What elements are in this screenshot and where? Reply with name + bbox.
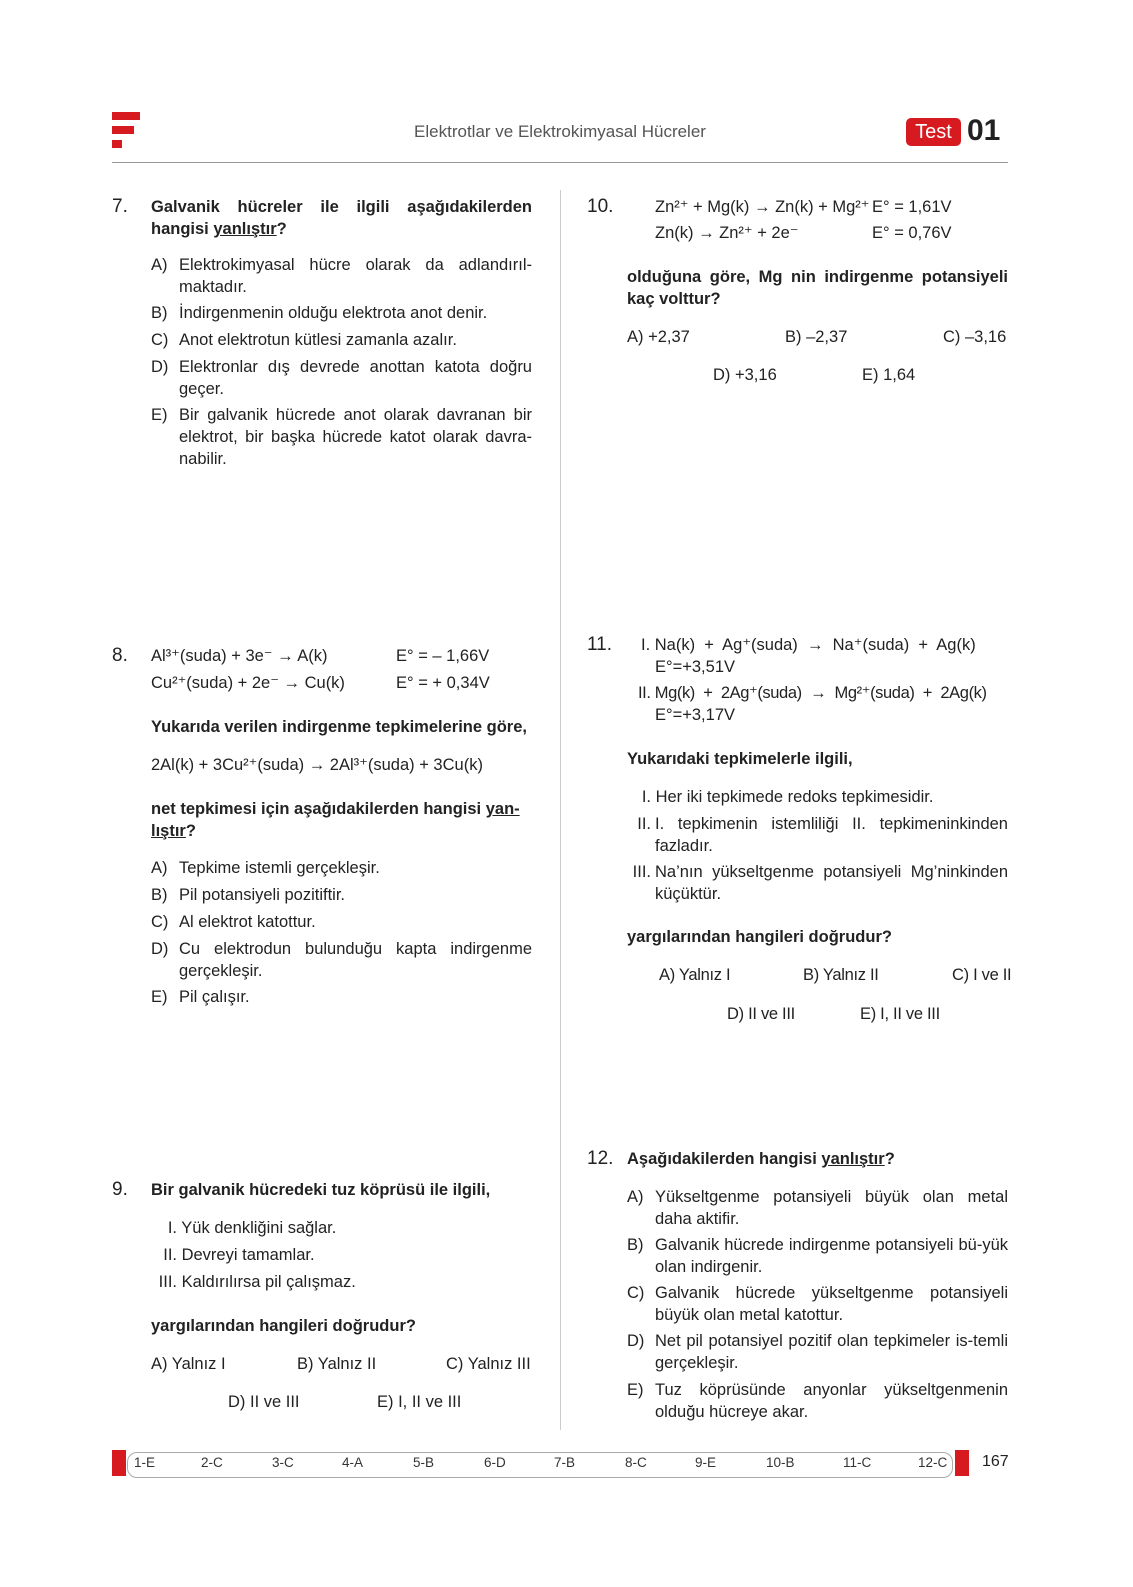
option-c[interactable]: C) Al elektrot katottur. xyxy=(151,913,316,931)
column-divider xyxy=(560,190,561,1430)
answer-key-item: 2-C xyxy=(201,1455,223,1470)
option-b[interactable]: B) Pil potansiyeli pozitiftir. xyxy=(151,886,345,904)
half-reaction: Al³⁺(suda) + 3e⁻ → A(k) xyxy=(151,647,328,665)
answer-key-item: 4-A xyxy=(342,1455,364,1470)
option-e[interactable]: E) Pil çalışır. xyxy=(151,988,250,1006)
reaction-i: I. Na(k) + Ag⁺(suda) → Na⁺(suda) + Ag(k) xyxy=(641,636,976,654)
answer-key-item: 12-C xyxy=(918,1455,948,1470)
question-number: 11. xyxy=(587,634,613,655)
potential: E°=+3,51V xyxy=(655,658,735,676)
option-d[interactable]: D) +3,16 xyxy=(713,366,777,384)
question-number: 7. xyxy=(112,196,128,217)
reaction: Zn²⁺ + Mg(k) → Zn(k) + Mg²⁺ xyxy=(655,198,870,216)
question-stem: Yukarıdaki tepkimelerle ilgili, xyxy=(627,750,853,768)
publisher-logo xyxy=(112,112,142,154)
option-e[interactable]: E) Bir galvanik hücrede anot olarak davranan bir elektrot, bir başka hücrede katot olarak davra-nabilir. xyxy=(151,406,532,468)
question-stem: olduğuna göre, Mg nin indirgenme potansiyeli kaç volttur? xyxy=(627,268,1008,308)
option-c[interactable]: C) –3,16 xyxy=(943,328,1007,346)
statement-i: I. Her iki tepkimede redoks tepkimesidir. xyxy=(641,788,934,806)
half-reaction: Cu²⁺(suda) + 2e⁻ → Cu(k) xyxy=(151,674,345,692)
option-a[interactable]: A) +2,37 xyxy=(627,328,690,346)
question-stem: Aşağıdakilerden hangisi yanlıştır? xyxy=(627,1150,895,1168)
statement-ii: II. Devreyi tamamlar. xyxy=(163,1246,315,1264)
question-stem: Galvanik hücreler ile ilgili aşağıdakilerden hangisi yanlıştır? xyxy=(151,198,532,238)
option-e[interactable]: E) 1,64 xyxy=(862,366,916,384)
option-d[interactable]: D) Cu elektrodun bulunduğu kapta indirgenme gerçekleşir. xyxy=(151,940,532,980)
question-stem: net tepkimesi için aşağıdakilerden hangisi yan- lıştır? xyxy=(151,800,520,840)
answer-bar-right-marker xyxy=(955,1450,969,1476)
question-number: 12. xyxy=(587,1148,614,1169)
potential: E° = 0,76V xyxy=(872,224,952,242)
option-d[interactable]: D) Elektronlar dış devrede anottan katota doğru geçer. xyxy=(151,358,532,398)
page-number: 167 xyxy=(982,1453,1009,1470)
question-stem: Bir galvanik hücredeki tuz köprüsü ile ilgili, xyxy=(151,1181,491,1199)
option-c[interactable]: C) I ve II xyxy=(952,966,1012,984)
answer-key-bar xyxy=(127,1452,953,1478)
answer-bar-left-marker xyxy=(112,1450,126,1476)
answer-key-item: 3-C xyxy=(272,1455,294,1470)
answer-key-item: 6-D xyxy=(484,1455,506,1470)
option-b[interactable]: B) İndirgenmenin olduğu elektrota anot denir. xyxy=(151,304,488,322)
statement-i: I. Yük denkliğini sağlar. xyxy=(167,1219,337,1237)
option-b[interactable]: B) Yalnız II xyxy=(297,1355,377,1373)
potential: E° = – 1,66V xyxy=(396,647,490,665)
option-d[interactable]: D) Net pil potansiyel pozitif olan tepkimeler is-temli gerçekleşir. xyxy=(627,1332,1008,1372)
potential: E°=+3,17V xyxy=(655,706,735,724)
potential: E° = 1,61V xyxy=(872,198,952,216)
reaction-ii: II. Mg(k) + 2Ag⁺(suda) → Mg²⁺(suda) + 2Ag(k) xyxy=(638,684,987,702)
option-e[interactable]: E) I, II ve III xyxy=(377,1393,462,1411)
answer-key-item: 5-B xyxy=(413,1455,435,1470)
header-divider xyxy=(112,162,1008,163)
option-b[interactable]: B) Galvanik hücrede indirgenme potansiyeli bü-yük olan indirgenir. xyxy=(627,1236,1008,1276)
question-number: 10. xyxy=(587,196,614,217)
answer-key-item: 1-E xyxy=(134,1455,156,1470)
option-d[interactable]: D) II ve III xyxy=(228,1393,300,1411)
question-stem: Yukarıda verilen indirgenme tepkimelerine göre, xyxy=(151,718,527,736)
option-b[interactable]: B) Yalnız II xyxy=(803,966,879,984)
option-a[interactable]: A) Elektrokimyasal hücre olarak da adlandırıl-maktadır. xyxy=(151,256,532,296)
question-stem: yargılarından hangileri doğrudur? xyxy=(627,928,892,946)
question-stem: yargılarından hangileri doğrudur? xyxy=(151,1317,416,1335)
option-c[interactable]: C) Galvanik hücrede yükseltgenme potansiyeli büyük olan metal katottur. xyxy=(627,1284,1008,1324)
answer-key-item: 7-B xyxy=(554,1455,576,1470)
answer-key-item: 8-C xyxy=(625,1455,647,1470)
option-e[interactable]: E) I, II ve III xyxy=(860,1005,940,1023)
option-a[interactable]: A) Yalnız I xyxy=(659,966,731,984)
question-number: 9. xyxy=(112,1179,128,1200)
option-b[interactable]: B) –2,37 xyxy=(785,328,848,346)
statement-iii: III. Kaldırılırsa pil çalışmaz. xyxy=(158,1273,356,1291)
reaction: Zn(k) → Zn²⁺ + 2e⁻ xyxy=(655,224,799,242)
net-reaction: 2Al(k) + 3Cu²⁺(suda) → 2Al³⁺(suda) + 3Cu(k) xyxy=(151,756,483,774)
option-c[interactable]: C) Anot elektrotun kütlesi zamanla azalır. xyxy=(151,331,457,349)
option-a[interactable]: A) Yükseltgenme potansiyeli büyük olan metal daha aktifir. xyxy=(627,1188,1008,1228)
option-c[interactable]: C) Yalnız III xyxy=(446,1355,531,1373)
answer-key-item: 11-C xyxy=(843,1455,872,1470)
option-a[interactable]: A) Yalnız I xyxy=(151,1355,226,1373)
option-a[interactable]: A) Tepkime istemli gerçekleşir. xyxy=(151,859,380,877)
question-number: 8. xyxy=(112,645,128,666)
page-title: Elektrotlar ve Elektrokimyasal Hücreler xyxy=(414,122,706,141)
test-badge: Test xyxy=(906,118,961,146)
option-d[interactable]: D) II ve III xyxy=(727,1005,795,1023)
test-number: 01 xyxy=(967,114,1001,147)
answer-key-item: 10-B xyxy=(766,1455,795,1470)
potential: E° = + 0,34V xyxy=(396,674,490,692)
option-e[interactable]: E) Tuz köprüsünde anyonlar yükseltgenmenin olduğu hücreye akar. xyxy=(627,1381,1008,1421)
answer-key-item: 9-E xyxy=(695,1455,717,1470)
